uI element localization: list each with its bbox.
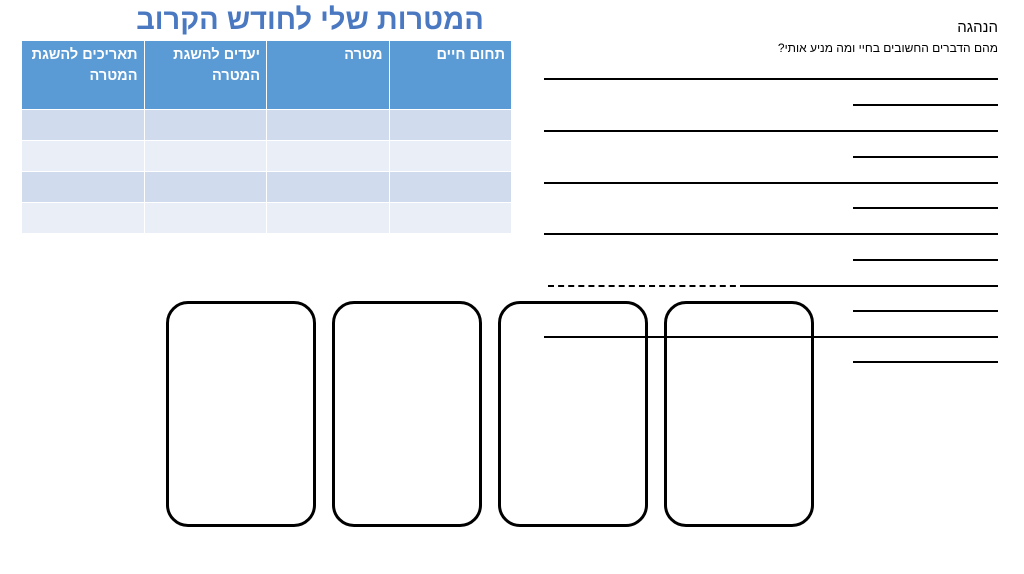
dashed-writing-line [548, 285, 746, 287]
writing-line[interactable] [853, 207, 998, 209]
table-cell[interactable] [144, 172, 267, 203]
table-cell[interactable] [389, 141, 512, 172]
writing-line[interactable] [853, 310, 998, 312]
writing-line[interactable] [746, 285, 998, 287]
table-cell[interactable] [267, 172, 390, 203]
writing-line[interactable] [853, 156, 998, 158]
table-cell[interactable] [144, 203, 267, 234]
writing-line[interactable] [853, 104, 998, 106]
table-cell[interactable] [267, 110, 390, 141]
header-objectives: יעדים להשגת המטרה [144, 41, 267, 110]
table-cell[interactable] [389, 172, 512, 203]
writing-line[interactable] [544, 130, 998, 132]
page-title: המטרות שלי לחודש הקרוב [136, 4, 484, 36]
table-row [22, 172, 512, 203]
writing-line[interactable] [544, 78, 998, 80]
table-row [22, 203, 512, 234]
goals-table [21, 40, 512, 234]
writing-line[interactable] [853, 259, 998, 261]
header-life-area: תחום חיים [389, 41, 512, 110]
card-box-4[interactable] [664, 301, 814, 527]
table-header-row [22, 41, 512, 110]
header-goal: מטרה [267, 41, 390, 110]
table-cell[interactable] [22, 172, 145, 203]
table-cell[interactable] [267, 141, 390, 172]
guidance-label: הנהגה [957, 19, 998, 36]
header-dates: תאריכים להשגת המטרה [22, 41, 145, 110]
table-cell[interactable] [144, 141, 267, 172]
table-row [22, 110, 512, 141]
writing-line[interactable] [544, 182, 998, 184]
table-cell[interactable] [22, 203, 145, 234]
table-cell[interactable] [389, 110, 512, 141]
guidance-prompt: מהם הדברים החשובים בחיי ומה מניע אותי? [777, 41, 998, 55]
table-row [22, 141, 512, 172]
card-box-1[interactable] [166, 301, 316, 527]
table-cell[interactable] [389, 203, 512, 234]
card-box-3[interactable] [498, 301, 648, 527]
table-cell[interactable] [22, 141, 145, 172]
table-cell[interactable] [267, 203, 390, 234]
writing-line[interactable] [544, 233, 998, 235]
card-box-2[interactable] [332, 301, 482, 527]
table-cell[interactable] [144, 110, 267, 141]
writing-line[interactable] [853, 361, 998, 363]
table-cell[interactable] [22, 110, 145, 141]
